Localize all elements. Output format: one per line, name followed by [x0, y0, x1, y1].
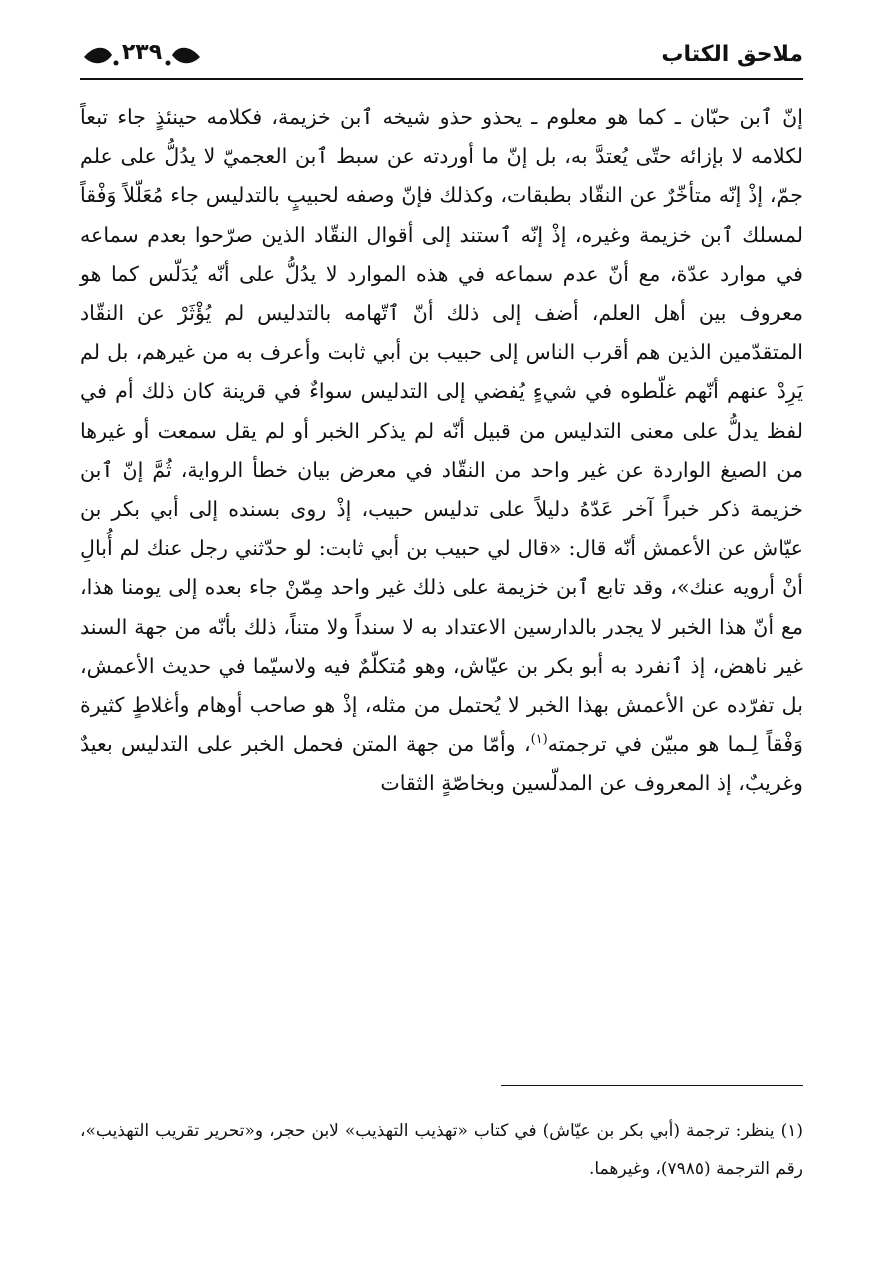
body-text-main: إنّ ٱبن حبّان ـ كما هو معلوم ـ يحذو حذو شيخه ٱبن خزيمة، فكلامه حينئذٍ جاء تبعاً لكلامه لا بإزائه حتّى يُعتدَّ به، بل إنّ ما أوردته عن سبط ٱبن العجميّ لا يدُلُّ على علم جمّ، إذْ إنّه متأخّرٌ عن النقّاد بطبقات، وكذلك فإنّ وصفه لحبيبٍ بالتدليس جاء مُعَلّلاً وَفْقاً لمسلك ٱبن خزيمة وغيره، إذْ إنّه ٱستند إلى أقوال النقّاد الذين صرّحوا بعدم سماعه في موارد عدّة، مع أنّ عدم سماعه في هذه الموارد لا يدُلُّ على أنّه يُدَلّس كما هو معروف بين أهل العلم، أضف إلى ذلك أنّ ٱتّهامه بالتدليس لم يُؤْثَرْ عن النقّاد المتقدّمين الذين هم أقرب الناس إلى حبيب بن أبي ثابت وأعرف به من غيرهم، بل لم يَرِدْ عنهم أنّهم غلّطوه في شيءٍ يُفضي إلى التدليس سواءٌ في قرينة كان ذلك أم في لفظ يدلُّ على معنى التدليس من قبيل أنّه لم يذكر الخبر أو لم يقل سمعت أو غيرها من الصيغ الواردة عن غير واحد من النقّاد في معرض بيان خطأ الرواية، ثُمَّ إنّ ٱبن خزيمة ذكر خبراً آخر عَدّهُ دليلاً على تدليس حبيب، إذْ روى بسنده إلى أبي بكر بن عيّاش عن الأعمش أنّه قال: «قال لي حبيب بن أبي ثابت: لو حدّثني رجل عنك لم أُبالِ أنْ أرويه عنك»، وقد تابع ٱبن خزيمة على ذلك غير واحد مِمّنْ جاء بعده إلى يومنا هذا، مع أنّ هذا الخبر لا يجدر بالدارسين الاعتداد به لا سنداً ولا متناً، ذلك بأنّه من جهة السند غير ناهض، إذ ٱنفرد به أبو بكر بن عيّاش، وهو مُتكلّمٌ فيه ولاسيّما في حديث الأعمش، بل تفرّده عن الأعمش بهذا الخبر لا يُحتمل من مثله، إذْ هو صاحب أوهام وأغلاطٍ كثيرة وَفْقاً لِـما هو مبيّن في ترجمته [80, 105, 803, 757]
page-number-ornament [80, 38, 204, 76]
footnote-text: (١) ينظر: ترجمة (أبي بكر بن عيّاش) في كتاب «تهذيب التهذيب» لابن حجر، و«تحرير تقريب التهذيب»، رقم الترجمة (٧٩٨٥)، وغيرهما. [80, 1121, 803, 1179]
footnote-section [80, 1112, 803, 1188]
page-number: ٢٣٩ [121, 40, 163, 65]
body-paragraph [80, 98, 803, 804]
footnote-divider [501, 1085, 803, 1086]
body-text-tail: ، وأمّا من جهة المتن فحمل الخبر على التدليس بعيدٌ وغريبٌ، إذ المعروف عن المدلّسين وبخاصّةٍ الثقات [80, 732, 803, 796]
footnote-reference: (١) [530, 732, 548, 748]
running-title: ملاحق الكتاب [661, 42, 803, 67]
main-text [80, 98, 803, 804]
page-header [80, 38, 803, 80]
